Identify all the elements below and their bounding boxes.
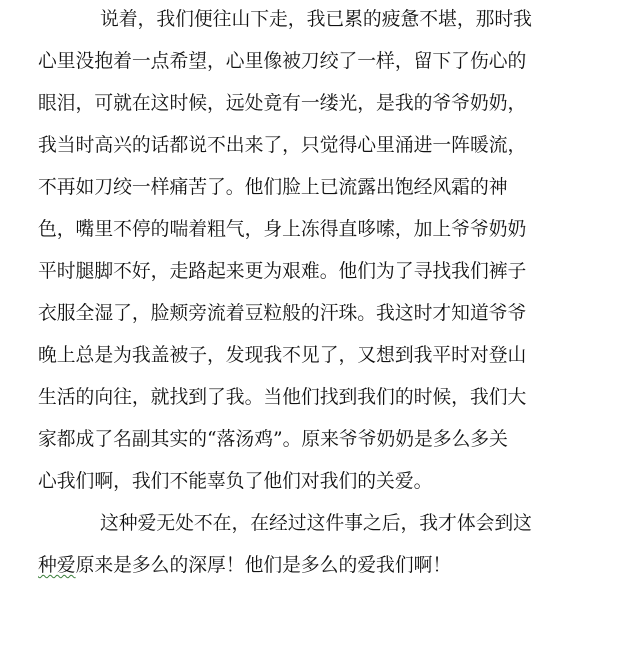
text-line: 眼泪，可就在这时候，远处竟有一缕光，是我的爷爷奶奶， — [38, 93, 527, 114]
text-line: 色，嘴里不停的喘着粗气，身上冻得直哆嗦，加上爷爷奶奶 — [38, 219, 527, 240]
text-line: 家都成了名副其实的“落汤鸡”。原来爷爷奶奶是多么多关 — [38, 429, 508, 450]
text-line: 不再如刀绞一样痛苦了。他们脸上已流露出饱经风霜的神 — [38, 177, 508, 198]
text-line-rest: 原来是多么的深厚！他们是多么的爱我们啊！ — [75, 555, 452, 576]
text-line — [38, 552, 451, 580]
text-line: 说着，我们便往山下走，我已累的疲惫不堪，那时我 — [100, 9, 532, 30]
text-line: 生活的向往，就找到了我。当他们找到我们的时候，我们大 — [38, 387, 527, 408]
text-line: 平时腿脚不好，走路起来更为艰难。他们为了寻找我们裤子 — [38, 261, 527, 282]
text-line: 衣服全湿了，脸颊旁流着豆粒般的汗珠。我这时才知道爷爷 — [38, 303, 527, 324]
text-line: 心我们啊，我们不能辜负了他们对我们的关爱。 — [38, 471, 433, 492]
grammar-flagged-text: 种爱 — [38, 555, 76, 576]
text-line: 这种爱无处不在，在经过这件事之后，我才体会到这 — [100, 513, 532, 534]
text-line: 我当时高兴的话都说不出来了，只觉得心里涌进一阵暖流， — [38, 135, 527, 156]
text-line: 心里没抱着一点希望，心里像被刀绞了一样，留下了伤心的 — [38, 51, 527, 72]
text-line: 晚上总是为我盖被子，发现我不见了，又想到我平时对登山 — [38, 345, 527, 366]
